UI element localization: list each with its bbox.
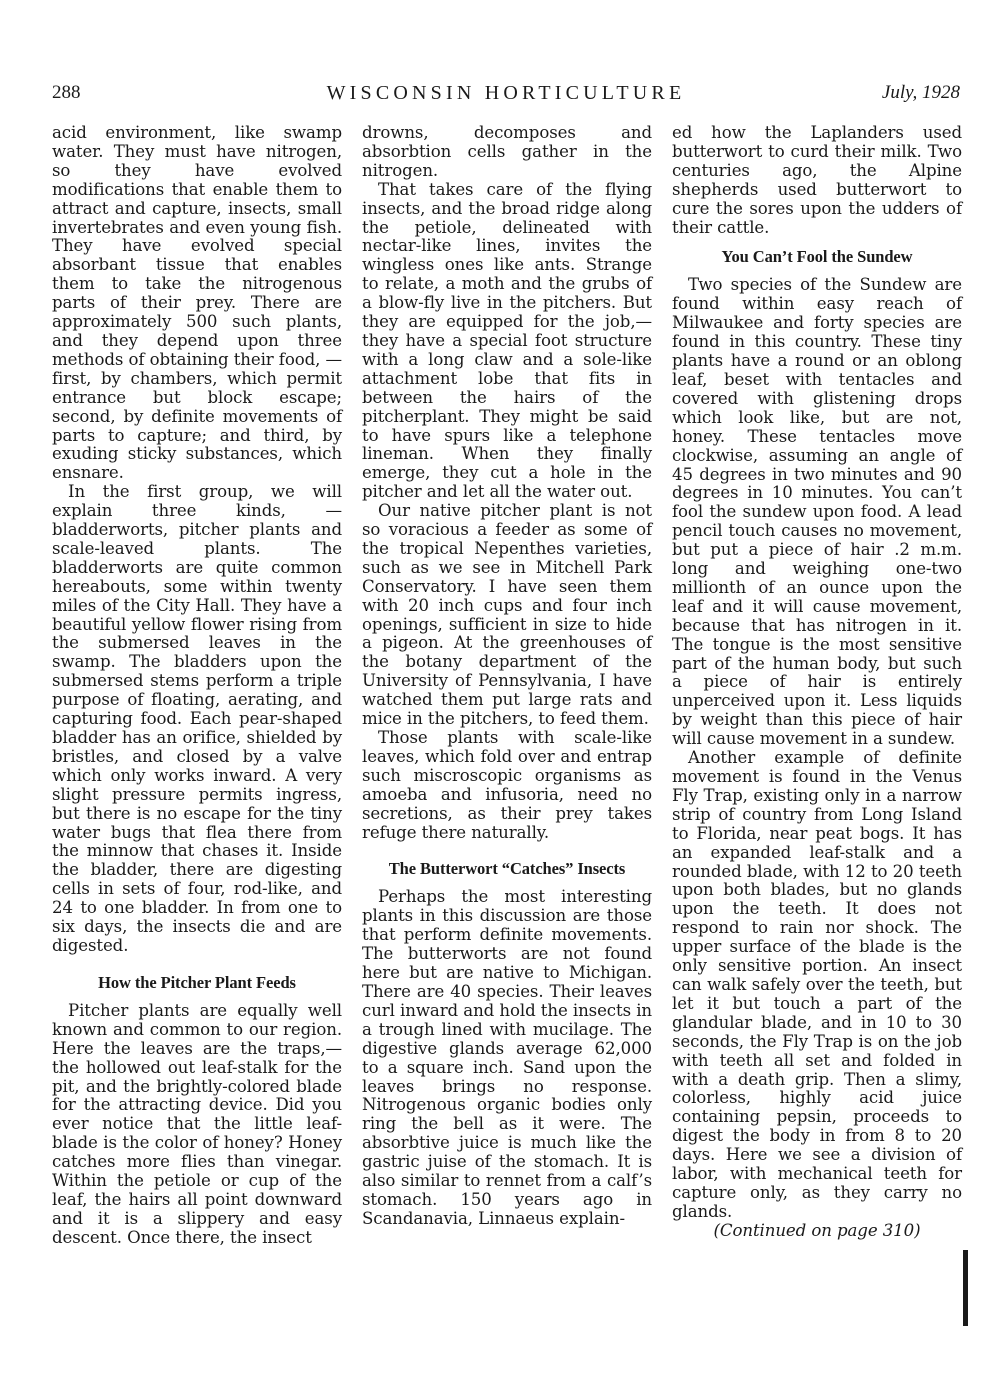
section-heading: The Butterwort “Catches” Insects bbox=[388, 859, 626, 879]
paragraph: drowns, decomposes and absorbtion cells gather in the nitrogen. bbox=[362, 123, 652, 180]
paragraph: Perhaps the most interesting plants in this discussion are those that perform definite movements. The butterworts are not found here but are native to Michigan. There are 40 species. Their leaves curl inward and hold the insects in a trough lined with mucilage. The digestive glands average 62,000 to a square inch. Sand upon the leaves brings no response. Nitrogenous organic bodies only ring the bell as it were. The absorbtive juice is much like the gastric juise of the stomach. It is also similar to rennet from a calf’s stomach. 150 years ago in Scandanavia, Linnaeus explain- bbox=[362, 887, 652, 1228]
continued-note: (Continued on page 310) bbox=[713, 1220, 921, 1240]
column-2 bbox=[362, 124, 652, 1324]
paragraph: Those plants with scale-like leaves, which fold over and entrap such miscroscopic organisms as amoeba and infusoria, need no secretions, as their prey takes refuge there naturally. bbox=[362, 728, 652, 842]
page-header bbox=[52, 82, 960, 108]
paragraph: Our native pitcher plant is not so voracious a feeder as some of the tropical Nepenthes varieties, such as we see in Mitchell Park Conservatory. I have seen them with 20 inch cups and four inch openings, sufficient in size to hide a pigeon. At the greenhouses of the botany department of the University of Pennsylvania, I have watched them put large rats and mice in the pitchers, to feed them. bbox=[362, 501, 652, 729]
paragraph: acid environment, like swamp water. They must have nitrogen, so they have evolved modifications that enable them to attract and capture, insects, small invertebrates and even young fish. They have evolved special absorbant tissue that enables them to take the nitrogenous parts of their prey. There are approximately 500 such plants, and they depend upon three methods of obtaining their food, —first, by chambers, which permit entrance but block escape; second, by definite movements of parts to capture; and third, by exuding sticky substances, which ensnare. bbox=[52, 123, 342, 483]
paragraph: That takes care of the flying insects, and the broad ridge along the petiole, delineated with nectar-like lines, invites the wingless ones like ants. Strange to relate, a moth and the grubs of a blow-fly live in the pitchers. But they are equipped for the job,—they have a special foot structure with a long claw and a sole-like attachment lobe that fits in between the hairs of the pitcherplant. They might be said to have spurs like a telephone lineman. When they finally emerge, they cut a hole in the pitcher and let all the water out. bbox=[362, 179, 652, 502]
column-3 bbox=[672, 124, 962, 1324]
page-number: 288 bbox=[52, 82, 81, 103]
column-1 bbox=[52, 124, 342, 1324]
paragraph: ed how the Laplanders used butterwort to curd their milk. Two centuries ago, the Alpine shepherds used butterwort to cure the sores upon the udders of their cattle. bbox=[672, 123, 962, 237]
section-heading: How the Pitcher Plant Feeds bbox=[98, 972, 296, 992]
paragraph: In the first group, we will explain three kinds, — bladderworts, pitcher plants and scale-leaved plants. The bladderworts are quite common hereabouts, some within twenty miles of the City Hall. They have a beautiful yellow flower rising from the submersed leaves in the swamp. The bladders upon the submersed stems perform a triple purpose of floating, aerating, and capturing food. Each pear-shaped bladder has an orifice, shielded by bristles, and closed by a valve which only works inward. A very slight pressure permits ingress, but there is no escape for the tiny water bugs that flea there from the minnow that chases it. Inside the bladder, there are digesting cells in sets of four, rod-like, and 24 to one bladder. In from one to six days, the insects die and are digested. bbox=[52, 482, 342, 955]
magazine-title: WISCONSIN HORTICULTURE bbox=[326, 82, 686, 104]
article-body bbox=[52, 124, 962, 1324]
section-heading: You Can’t Fool the Sundew bbox=[721, 247, 913, 267]
paragraph: Pitcher plants are equally well known and common to our region. Here the leaves are the traps,—the hollowed out leaf-stalk for the pit, and the brightly-colored blade for the attracting device. Did you ever notice that the little leaf-blade is the color of honey? Honey catches more flies than vinegar. Within the petiole or cup of the leaf, the hairs all point downward and it is a slippery and easy descent. Once there, the insect bbox=[52, 1000, 342, 1247]
margin-rule bbox=[963, 1250, 968, 1326]
paragraph: Another example of definite movement is found in the Venus Fly Trap, existing only in a narrow strip of country from Long Island to Florida, near peat bogs. It has an expanded leaf-stalk and a rounded blade, with 12 to 20 teeth upon both blades, but no glands upon the teeth. It does not respond to rain nor shock. The upper surface of the blade is the only sensitive portion. An insect can walk safely over the teeth, but let it but touch a part of the glandular blade, and in 10 to 30 seconds, the Fly Trap is on the job with teeth all set and folded in with a death grip. Then a slimy, colorless, highly acid juice containing pepsin, proceeds to digest the body in from 8 to 20 days. Here we see a division of labor, with mechanical teeth for capture only, as they carry no glands. bbox=[672, 748, 962, 1221]
issue-date: July, 1928 bbox=[881, 82, 960, 103]
paragraph: Two species of the Sundew are found within easy reach of Milwaukee and forty species are found in this country. These tiny plants have a round or an oblong leaf, beset with tentacles and covered with glistening drops which look like, but are not, honey. These tentacles move clockwise, assuming an angle of 45 degrees in two minutes and 90 degrees in 10 minutes. You can’t fool the sundew upon food. A lead pencil touch causes no movement, but put a piece of hair .2 m.m. long and weighing one-two millionth of an ounce upon the leaf and it will cause movement, because that has nitrogen in it. The tongue is the most sensitive part of the human body, but such a piece of hair is entirely unperceived upon it. Less liquids by weight than this piece of hair will cause movement in a sundew. bbox=[672, 275, 962, 749]
